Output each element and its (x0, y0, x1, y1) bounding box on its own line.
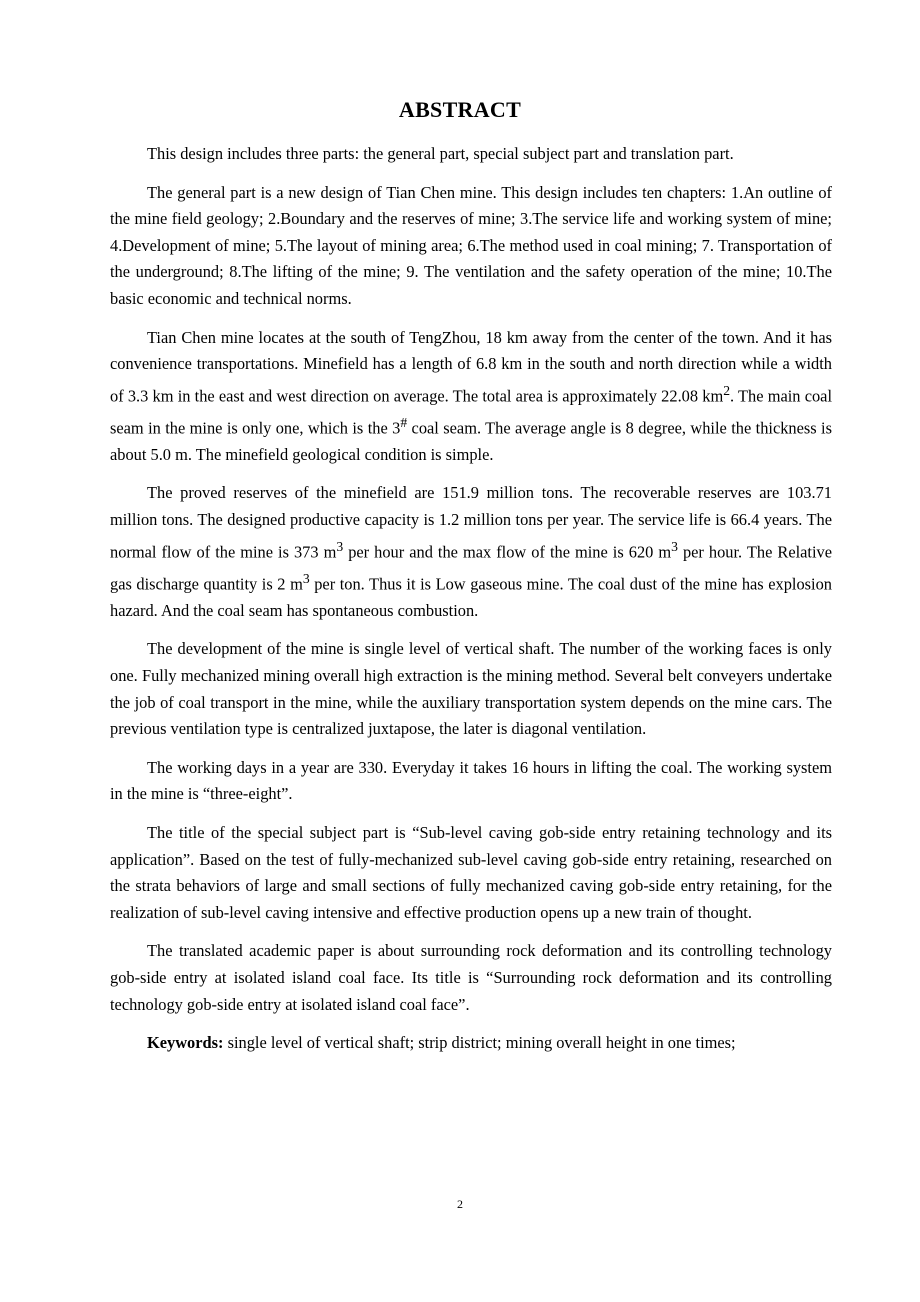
paragraph-translation: The translated academic paper is about surrounding rock deformation and its controlling technology gob-side entry at isolated island coal face. Its title is “Surrounding rock deformation and its controlling technology gob-side entry at isolated island coal face”. (110, 941, 832, 1014)
text-segment: . The main coal seam in the mine is only one, which is the 3 (110, 386, 832, 438)
text-segment: per hour. The Relative gas discharge quantity is 2 m (110, 542, 832, 594)
text-segment: Tian Chen mine locates at the south of TengZhou, 18 km away from the center of the town. And it has convenience transportations. Minefield has a length of 6.8 km in the south and north direction while a width of 3.3 km in the east and west direction on average. The total area is approximately 22.08 km (110, 327, 832, 406)
text-segment: per hour and the max flow of the mine is 620 m (343, 542, 672, 562)
paragraph-reserves (110, 480, 832, 624)
abstract-body (110, 141, 832, 1069)
abstract-title: ABSTRACT (398, 97, 522, 122)
keywords-label: Keywords: (147, 1033, 224, 1053)
page-number: 2 (457, 1197, 463, 1211)
superscript: 3 (336, 538, 344, 554)
paragraph-development: The development of the mine is single level of vertical shaft. The number of the working faces is only one. Fully mechanized mining overall high extraction is the mining method. Several belt conveyers undertake the job of coal transport in the mine, while the auxiliary transportation system depends on the mine cars. The previous ventilation type is centralized juxtapose, the later is diagonal ventilation. (110, 639, 832, 739)
text-segment: per ton. Thus it is Low gaseous mine. The coal dust of the mine has explosion hazard. And the coal seam has spontaneous combustion. (110, 574, 832, 620)
superscript: 2 (723, 382, 731, 398)
text-segment: coal seam. The average angle is 8 degree, while the thickness is about 5.0 m. The minefield geological condition is simple. (110, 418, 832, 464)
paragraph-mine-location (110, 325, 832, 469)
keywords-text: single level of vertical shaft; strip district; mining overall height in one times; (223, 1033, 736, 1053)
text-segment: The proved reserves of the minefield are 151.9 million tons. The recoverable reserves are 103.71 million tons. The designed productive capacity is 1.2 million tons per year. The service life is 66.4 years. The normal flow of the mine is 373 m (110, 483, 832, 562)
superscript: 3 (302, 570, 310, 586)
paragraph-keywords (110, 1030, 832, 1057)
paragraph-general-part: The general part is a new design of Tian Chen mine. This design includes ten chapters: 1.An outline of the mine field geology; 2.Boundary and the reserves of mine; 3.The service life and working system of mine; 4.Development of mine; 5.The layout of mining area; 6.The method used in coal mining; 7. Transportation of the underground; 8.The lifting of the mine; 9. The ventilation and the safety operation of the mine; 10.The basic economic and technical norms. (110, 182, 832, 308)
paragraph-working-system: The working days in a year are 330. Everyday it takes 16 hours in lifting the coal. The working system in the mine is “three-eight”. (110, 757, 832, 804)
paragraph-special-subject: The title of the special subject part is “Sub-level caving gob-side entry retaining technology and its application”. Based on the test of fully-mechanized sub-level caving gob-side entry retaining, researched on the strata behaviors of large and small sections of fully mechanized caving gob-side entry retaining, for the realization of sub-level caving intensive and effective production opens up a new train of thought. (110, 822, 832, 922)
paragraph-overview: This design includes three parts: the general part, special subject part and translation part. (147, 144, 734, 163)
superscript: 3 (671, 538, 678, 554)
superscript: # (400, 414, 408, 430)
